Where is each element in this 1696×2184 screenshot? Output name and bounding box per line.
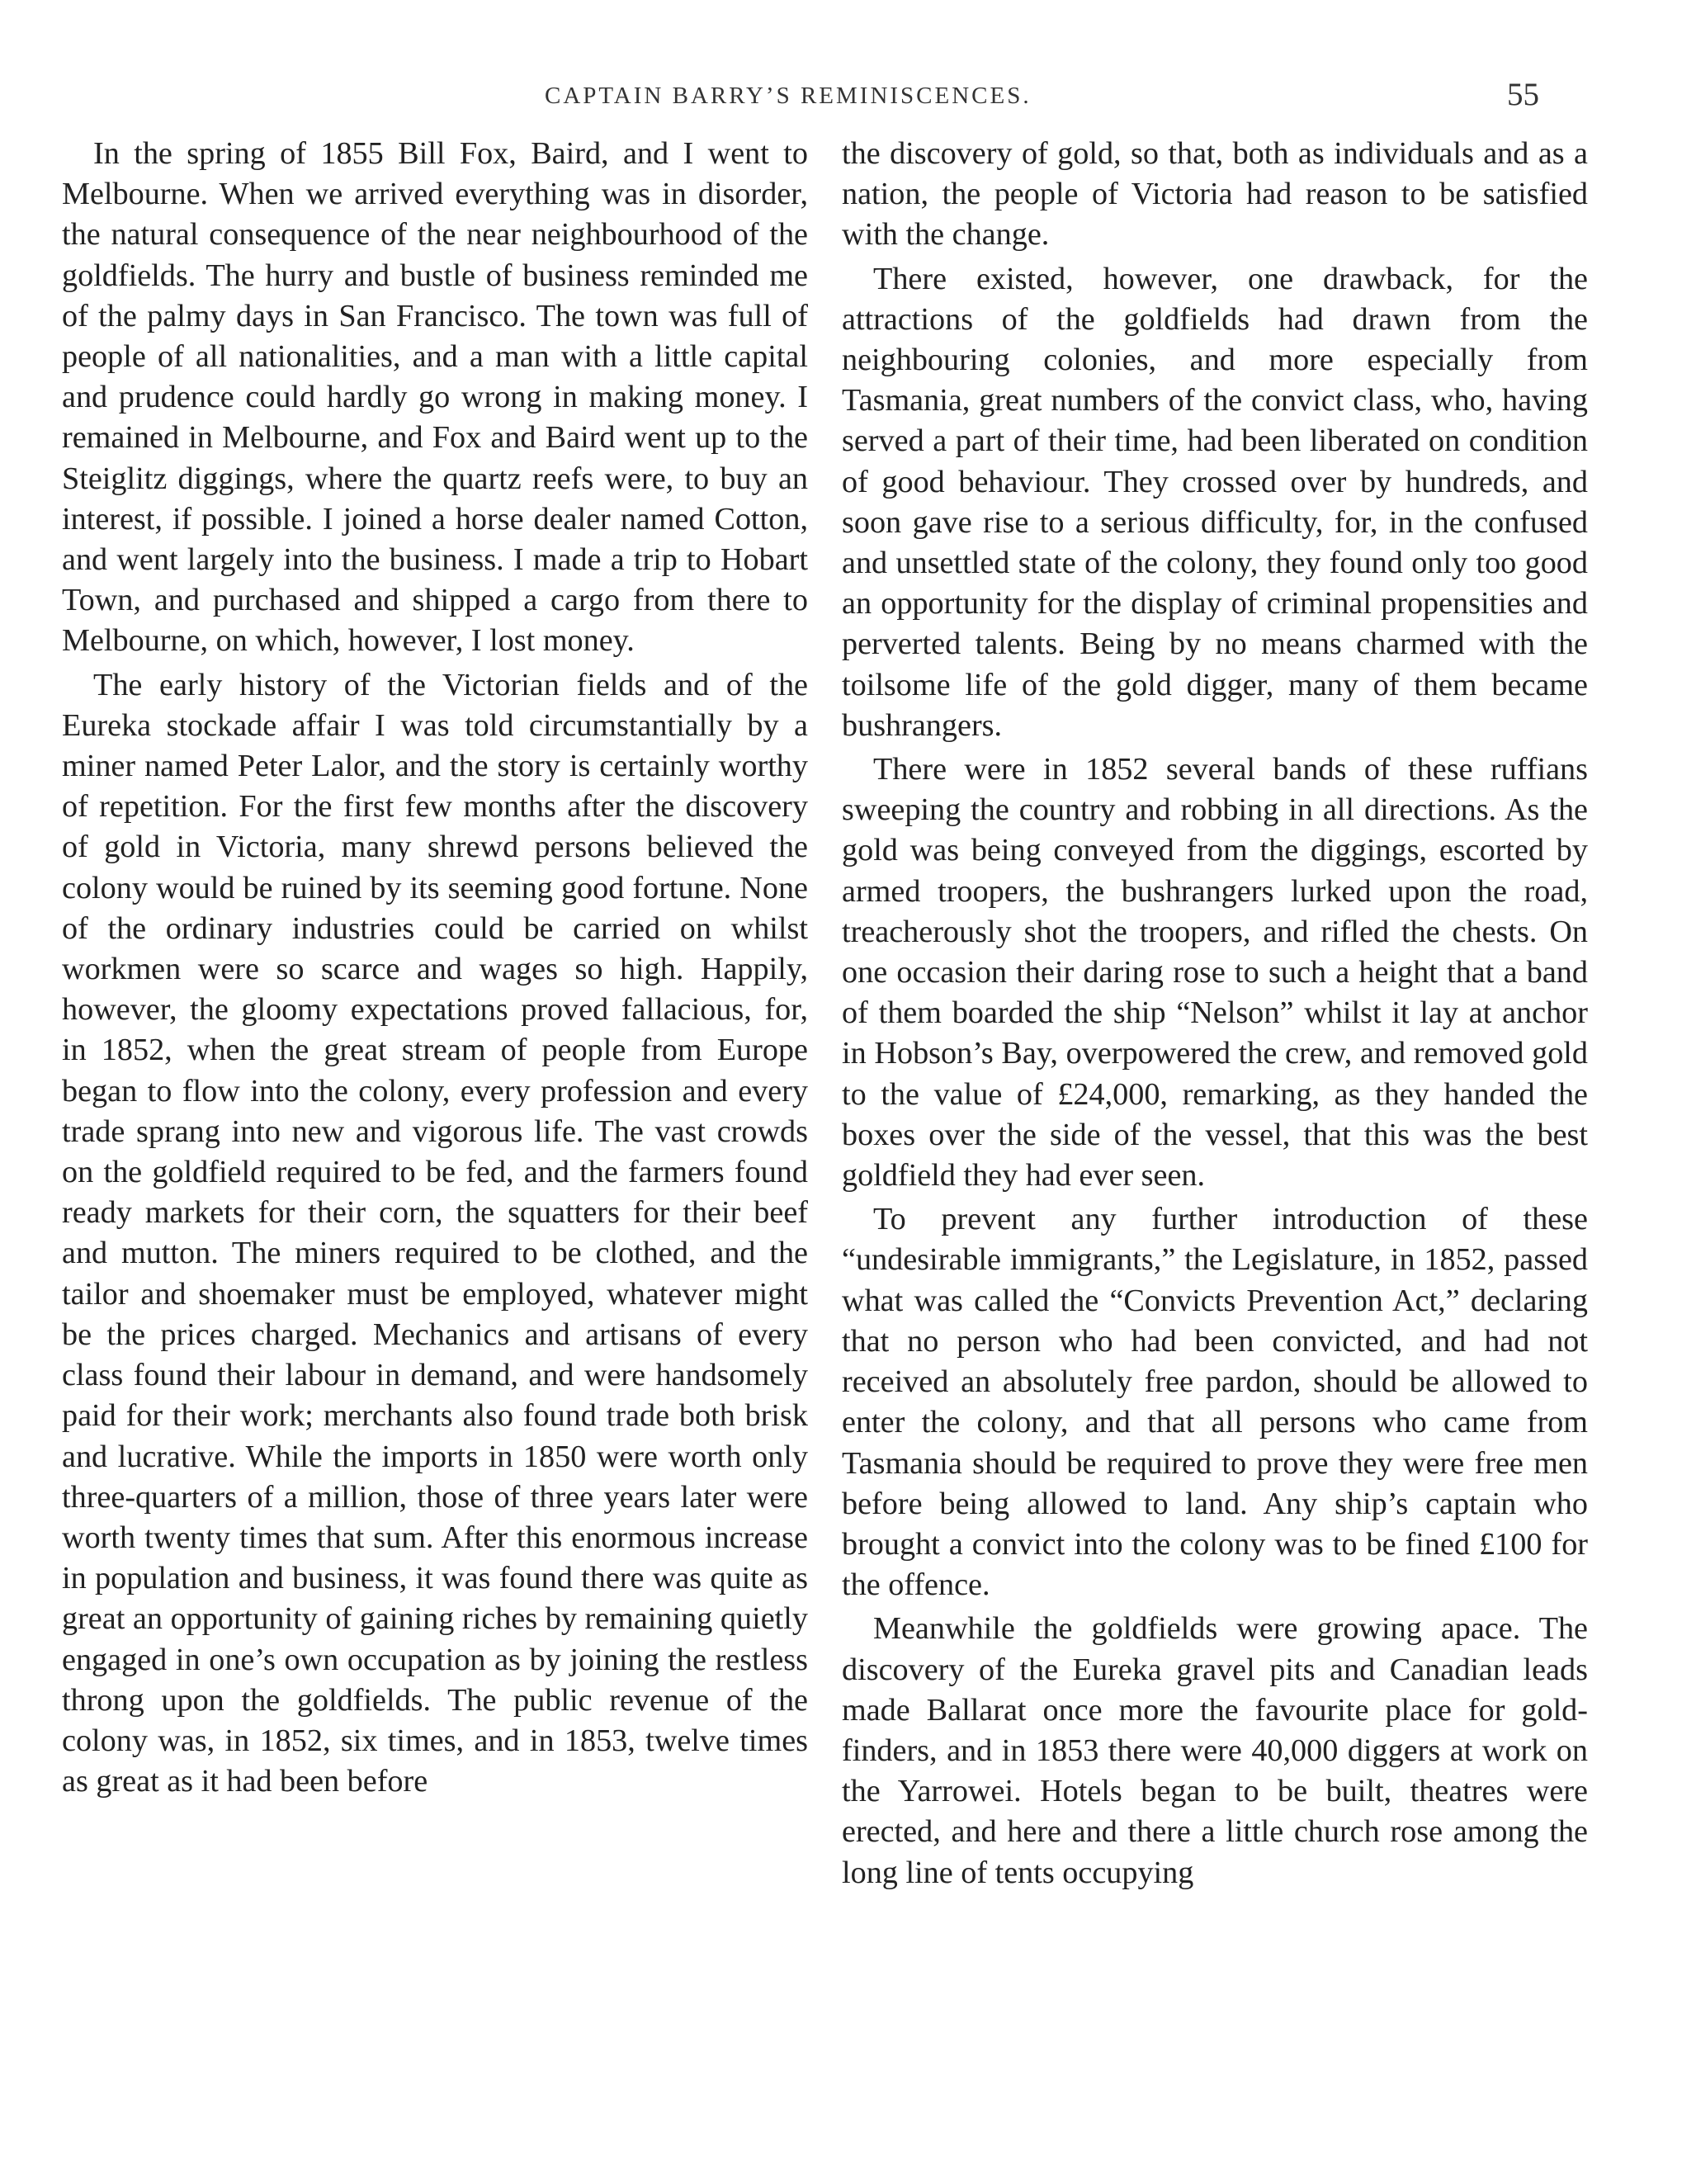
running-head — [0, 76, 1696, 125]
paragraph-convict-drawback: There existed, however, one drawback, for the attractions of the goldfields had drawn from the neighbouring colonies, and more especially from Tasmania, great numbers of the convict class, who, having served a part of their time, had been liberated on condition of good behaviour. They crossed over by hundreds, and soon gave rise to a serious difficulty, for, in the confused and unsettled state of the colony, they found only too good an opportunity for the display of criminal propensities and perverted talents. Being by no means charmed with the toilsome life of the gold digger, many of them became bushrangers. — [842, 261, 1588, 743]
paragraph-continuation: the discovery of gold, so that, both as individuals and as a nation, the people of Victoria had reason to be satisfied with the change. — [842, 136, 1588, 253]
left-column — [62, 134, 808, 1805]
paragraph-arrival-melbourne: In the spring of 1855 Bill Fox, Baird, and I went to Melbourne. When we arrived everything was in disorder, the natural consequence of the near neighbourhood of the goldfields. The hurry and bustle of business reminded me of the palmy days in San Francisco. The town was full of people of all nationalities, and a man with a little capital and prudence could hardly go wrong in making money. I remained in Melbourne, and Fox and Baird went up to the Steiglitz diggings, where the quartz reefs were, to buy an interest, if possible. I joined a horse dealer named Cotton, and went largely into the business. I made a trip to Hobart Town, and purchased and shipped a cargo from there to Melbourne, on which, however, I lost money. — [62, 136, 808, 659]
paragraph-victorian-fields-history: The early history of the Victorian fields and of the Eureka stockade affair I was told circumstantially by a miner named Peter Lalor, and the story is certainly worthy of repetition. For the first few months after the discovery of gold in Victoria, many shrewd persons believed the colony would be ruined by its seeming good fortune. None of the ordinary industries could be carried on whilst workmen were so scarce and wages so high. Happily, however, the gloomy expectations proved fallacious, for, in 1852, when the great stream of people from Europe began to flow into the colony, every profession and every trade sprang into new and vigorous life. The vast crowds on the goldfield required to be fed, and the farmers found ready markets for their corn, the squatters for their beef and mutton. The miners required to be clothed, and the tailor and shoemaker must be employed, whatever might be the prices charged. Mechanics and artisans of every class found their labour in demand, and were handsomely paid for their work; merchants also found trade both brisk and lucrative. While the imports in 1850 were worth only three-quarters of a million, those of three years later were worth twenty times that sum. After this enormous increase in population and business, it was found there was quite as great an opportunity of gaining riches by remaining quietly engaged in one’s own occupation as by joining the restless throng upon the goldfields. The public revenue of the colony was, in 1852, six times, and in 1853, twelve times as great as it had been before — [62, 667, 808, 1799]
paragraph-convicts-prevention-act: To prevent any further introduction of these “undesirable immigrants,” the Legislature, in 1852, passed what was called the “Convicts Prevention Act,” declaring that no person who had been convicted, and had not received an absolutely free pardon, should be allowed to enter the colony, and that all persons who came from Tasmania should be required to prove they were free men before being allowed to land. Any ship’s captain who brought a convict into the colony was to be fined £100 for the offence. — [842, 1202, 1588, 1603]
paragraph-bushrangers: There were in 1852 several bands of these ruffians sweeping the country and robbing in all directions. As the gold was being conveyed from the diggings, escorted by armed troopers, the bushrangers lurked upon the road, treacherously shot the troopers, and rifled the chests. On one occasion their daring rose to such a height that a band of them boarded the ship “Nelson” whilst it lay at anchor in Hobson’s Bay, overpowered the crew, and removed gold to the value of £24,000, remarking, as they handed the boxes over the side of the vessel, that this was the best goldfield they had ever seen. — [842, 752, 1588, 1194]
right-column — [842, 134, 1588, 1897]
running-title: CAPTAIN BARRY’S REMINISCENCES. — [545, 83, 1032, 109]
page-number: 55 — [1507, 77, 1539, 112]
paragraph-goldfields-growing: Meanwhile the goldfields were growing apace. The discovery of the Eureka gravel pits and Canadian leads made Ballarat once more the favourite place for gold-finders, and in 1853 there were 40,000 diggers at work on the Yarrowei. Hotels began to be built, theatres were erected, and here and there a little church rose among the long line of tents occupying — [842, 1611, 1588, 1890]
